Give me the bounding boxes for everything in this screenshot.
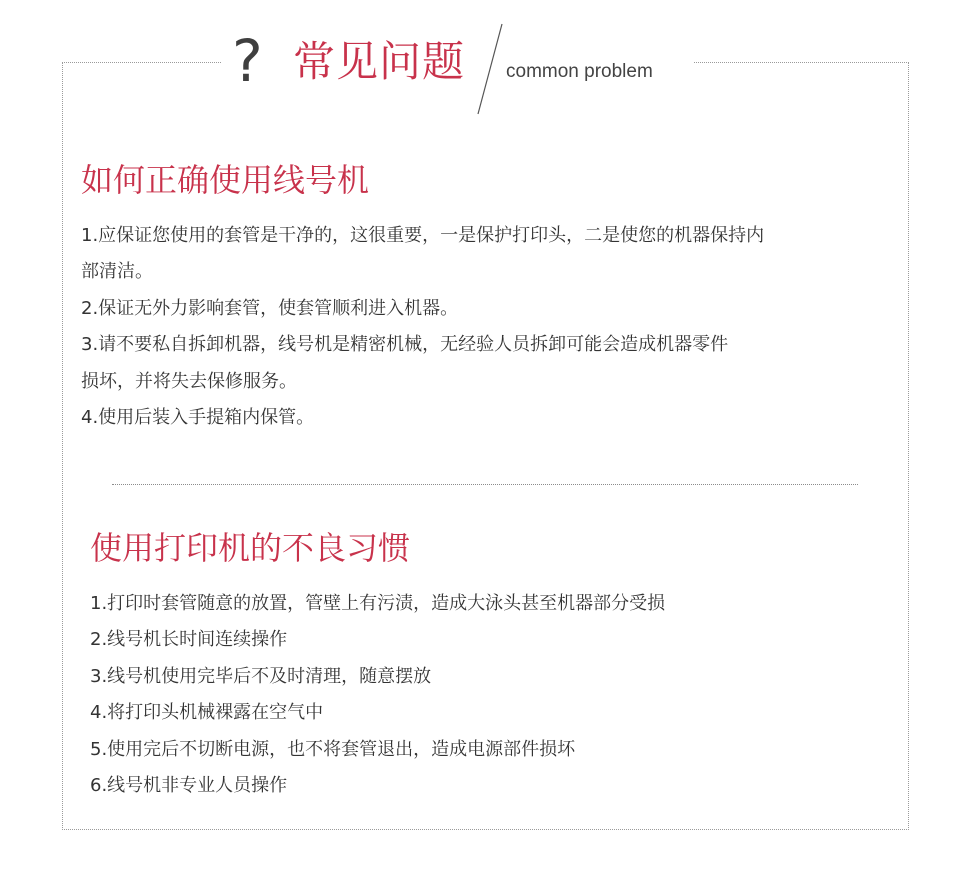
list-item: 5.使用完后不切断电源，也不将套管退出，造成电源部件损坏 bbox=[90, 739, 576, 760]
section-divider bbox=[112, 484, 858, 485]
list-item: 损坏，并将失去保修服务。 bbox=[81, 371, 297, 392]
list-item: 3.线号机使用完毕后不及时清理，随意摆放 bbox=[90, 666, 432, 687]
list-item: 2.保证无外力影响套管，使套管顺利进入机器。 bbox=[81, 298, 459, 319]
page-title: 常见问题 bbox=[293, 37, 466, 86]
section-title-correct-usage: 如何正确使用线号机 bbox=[81, 161, 370, 199]
page-subtitle: common problem bbox=[506, 61, 653, 82]
title-divider-slash bbox=[475, 22, 505, 116]
list-item: 1.打印时套管随意的放置，管壁上有污渍，造成大泳头甚至机器部分受损 bbox=[90, 593, 666, 614]
list-item: 4.使用后装入手提箱内保管。 bbox=[81, 407, 315, 428]
list-item: 4.将打印头机械裸露在空气中 bbox=[90, 702, 324, 723]
question-mark-icon: ? bbox=[232, 27, 263, 95]
list-item: 6.线号机非专业人员操作 bbox=[90, 775, 288, 796]
list-item: 2.线号机长时间连续操作 bbox=[90, 629, 288, 650]
list-item: 3.请不要私自拆卸机器，线号机是精密机械，无经验人员拆卸可能会造成机器零件 bbox=[81, 334, 729, 355]
section-title-bad-habits: 使用打印机的不良习惯 bbox=[90, 529, 411, 567]
list-item: 部清洁。 bbox=[81, 261, 153, 282]
list-item: 1.应保证您使用的套管是干净的，这很重要，一是保护打印头，二是使您的机器保持内 bbox=[81, 225, 765, 246]
